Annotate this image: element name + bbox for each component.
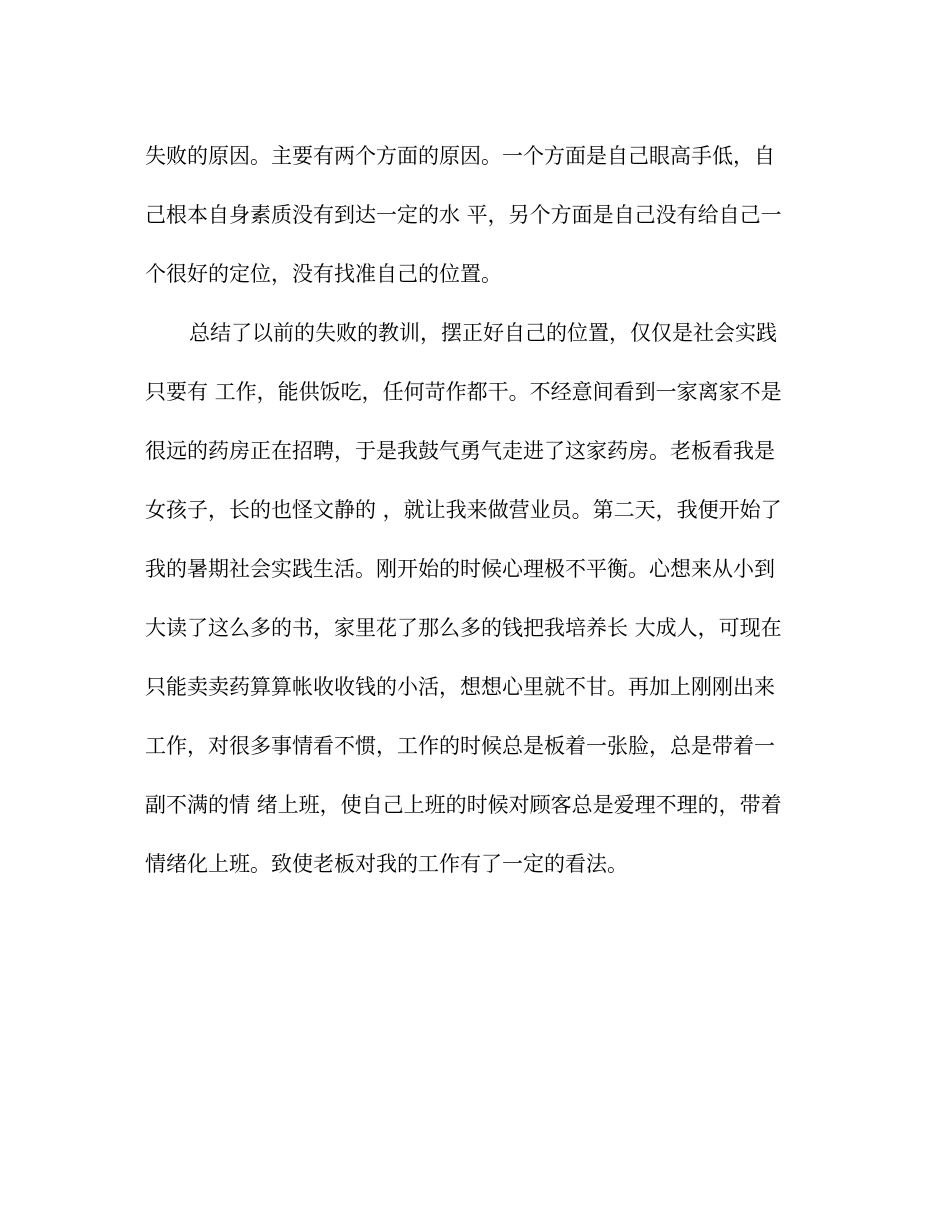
text-line: 副不满的情 绪上班，使自己上班的时候对顾客总是爱理不理的，带着 [145, 793, 782, 817]
text-line: 失败的原因。主要有两个方面的原因。一个方面是自己眼高手低，自 [145, 144, 775, 168]
text-line: 很远的药房正在招聘，于是我鼓气勇气走进了这家药房。老板看我是 [145, 439, 775, 463]
text-line: 女孩子，长的也怪文静的 ，就让我来做营业员。第二天，我便开始了 [145, 498, 782, 522]
text-line: 己根本自身素质没有到达一定的水 平，另个方面是自己没有给自己一 [145, 203, 782, 227]
body-text [145, 127, 825, 894]
paragraph-first-line: 总结了以前的失败的教训，摆正好自己的位置，仅仅是社会实践 [189, 321, 777, 345]
text-line: 个很好的定位，没有找准自己的位置。 [145, 262, 502, 286]
text-line: 只要有 工作，能供饭吃，任何苛作都干。不经意间看到一家离家不是 [145, 380, 782, 404]
text-line: 工作，对很多事情看不惯，工作的时候总是板着一张脸，总是带着一 [145, 734, 775, 758]
text-line: 大读了这么多的书，家里花了那么多的钱把我培养长 大成人，可现在 [145, 616, 782, 640]
text-line: 我的暑期社会实践生活。刚开始的时候心理极不平衡。心想来从小到 [145, 557, 775, 581]
text-line: 只能卖卖药算算帐收收钱的小活，想想心里就不甘。再加上刚刚出来 [145, 675, 775, 699]
text-line: 情绪化上班。致使老板对我的工作有了一定的看法。 [145, 852, 628, 876]
